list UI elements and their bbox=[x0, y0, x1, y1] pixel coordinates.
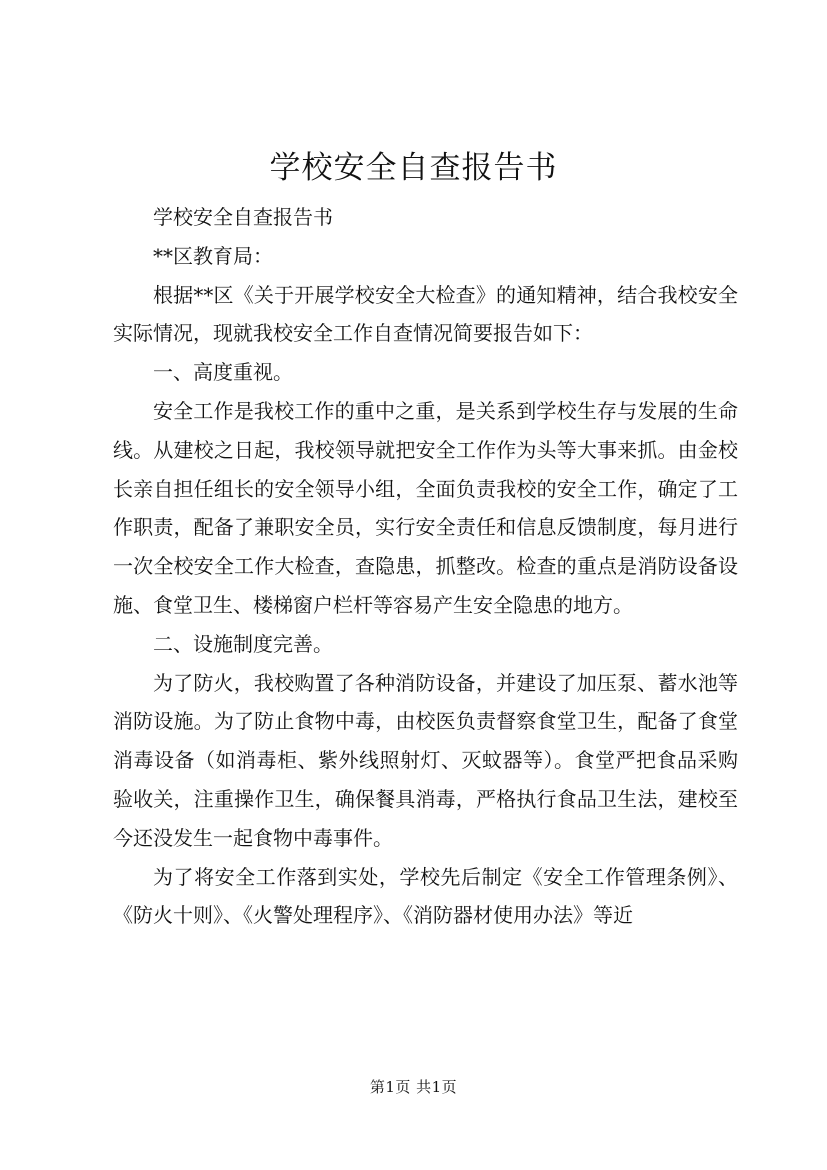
section-heading-2: 二、设施制度完善。 bbox=[153, 631, 333, 656]
paragraph-addressee: **区教育局： bbox=[153, 243, 273, 268]
document-title: 学校安全自查报告书 bbox=[269, 150, 558, 186]
section-heading-1: 一、高度重视。 bbox=[153, 360, 293, 385]
document-body bbox=[113, 198, 738, 935]
paragraph-intro: 根据**区《关于开展学校安全大检查》的通知精神，结合我校安全实际情况，现就我校安全工作自查情况简要报告如下： bbox=[113, 282, 738, 346]
paragraph-body-2: 为了防火，我校购置了各种消防设备，并建设了加压泵、蓄水池等消防设施。为了防止食物中毒，由校医负责督察食堂卫生，配备了食堂消毒设备（如消毒柜、紫外线照射灯、灭蚊器等）。食堂严把食品采购验收关，注重操作卫生，确保餐具消毒，严格执行食品卫生法，建校至今还没发生一起食物中毒事件。 bbox=[113, 670, 738, 850]
paragraph-body-3: 为了将安全工作落到实处，学校先后制定《安全工作管理条例》、《防火十则》、《火警处理程序》、《消防器材使用办法》等近 bbox=[113, 864, 738, 928]
paragraph-subtitle: 学校安全自查报告书 bbox=[153, 205, 333, 229]
page-number-footer: 第1页 共1页 bbox=[369, 1078, 458, 1096]
paragraph-body-1: 安全工作是我校工作的重中之重，是关系到学校生存与发展的生命线。从建校之日起，我校领导就把安全工作作为头等大事来抓。由金校长亲自担任组长的安全领导小组，全面负责我校的安全工作，确定了工作职责，配备了兼职安全员，实行安全责任和信息反馈制度，每月进行一次全校安全工作大检查，查隐患，抓整改。检查的重点是消防设备设施、食堂卫生、楼梯窗户栏杆等容易产生安全隐患的地方。 bbox=[113, 398, 738, 617]
